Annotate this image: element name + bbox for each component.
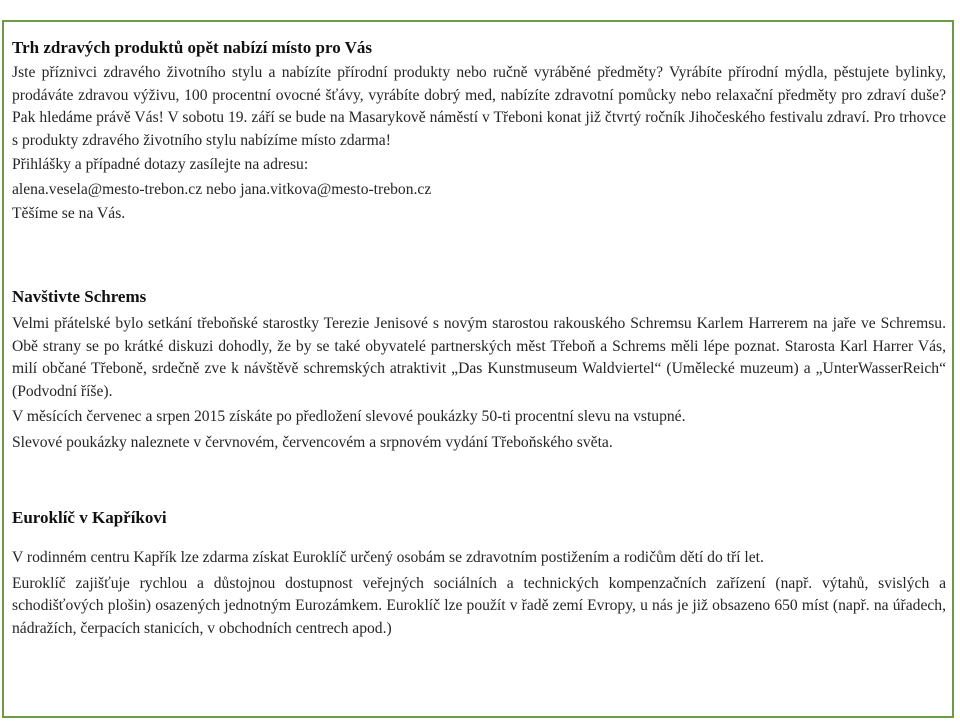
paragraph: Přihlášky a případné dotazy zasílejte na adresu:	[12, 156, 309, 173]
section-euroklic-v-kaprikovi	[12, 508, 946, 640]
paragraph: Slevové poukázky naleznete v červnovém, červencovém a srpnovém vydání Třeboňského světa.	[12, 433, 613, 451]
section-title: Euroklíč v Kapříkovi	[12, 508, 167, 527]
contact-emails: alena.vesela@mesto-trebon.cz nebo jana.vitkova@mesto-trebon.cz	[12, 180, 432, 198]
section-title: Trh zdravých produktů opět nabízí místo pro Vás	[12, 38, 373, 57]
paragraph: Jste příznivci zdravého životního stylu a nabízíte přírodní produkty nebo ručně vyráběné předměty? Vyrábíte přírodní mýdla, pěstujete bylinky, prodáváte zdravou výživu, 100 procentní ovocné šťávy, vyrábíte dobrý med, nabízíte zdravotní pomůcky nebo relaxační předměty pro zdraví duše? Pak hledáme právě Vás! V sobotu 19. září se bude na Masarykově náměstí v Třeboni konat již čtvrtý ročník Jihočeského festivalu zdraví. Pro trhovce s produkty zdravého životního stylu nabízíme místo zdarma!	[12, 64, 946, 149]
paragraph: Velmi přátelské bylo setkání třeboňské starostky Terezie Jenisové s novým starostou rakouského Schremsu Karlem Harrerem na jaře ve Schremsu. Obě strany se po krátké diskuzi dohodly, že by se také obyvatelé partnerských měst Třeboň a Schrems měli lépe poznat. Starosta Karl Harrer Vás, milí občané Třeboně, srdečně zve k návštěvě schremských atraktivit „Das Kunstmuseum Waldviertel“ (Umělecké muzeum) a „UnterWasserReich“ (Podvodní říše).	[12, 315, 946, 400]
section-title: Navštivte Schrems	[12, 287, 147, 306]
section-trh-zdravych-produktu	[12, 38, 946, 226]
paragraph: Euroklíč zajišťuje rychlou a důstojnou dostupnost veřejných sociálních a technických kompenzačních zařízení (např. výtahů, svislých a schodišťových plošin) osazených jednotným Eurozámkem. Euroklíč lze použít v řadě zemí Evropy, u nás je již obsazeno 650 míst (např. na úřadech, nádražích, čerpacích stanicích, v obchodních centrech apod.)	[12, 574, 946, 637]
paragraph: Těšíme se na Vás.	[12, 205, 126, 222]
paragraph: V měsících červenec a srpen 2015 získáte po předložení slevové poukázky 50-ti procentní slevu na vstupné.	[12, 408, 686, 425]
section-navstivte-schrems	[12, 287, 946, 454]
paragraph: V rodinném centru Kapřík lze zdarma získat Euroklíč určený osobám se zdravotním postižením a rodičům dětí do tří let.	[12, 549, 764, 566]
